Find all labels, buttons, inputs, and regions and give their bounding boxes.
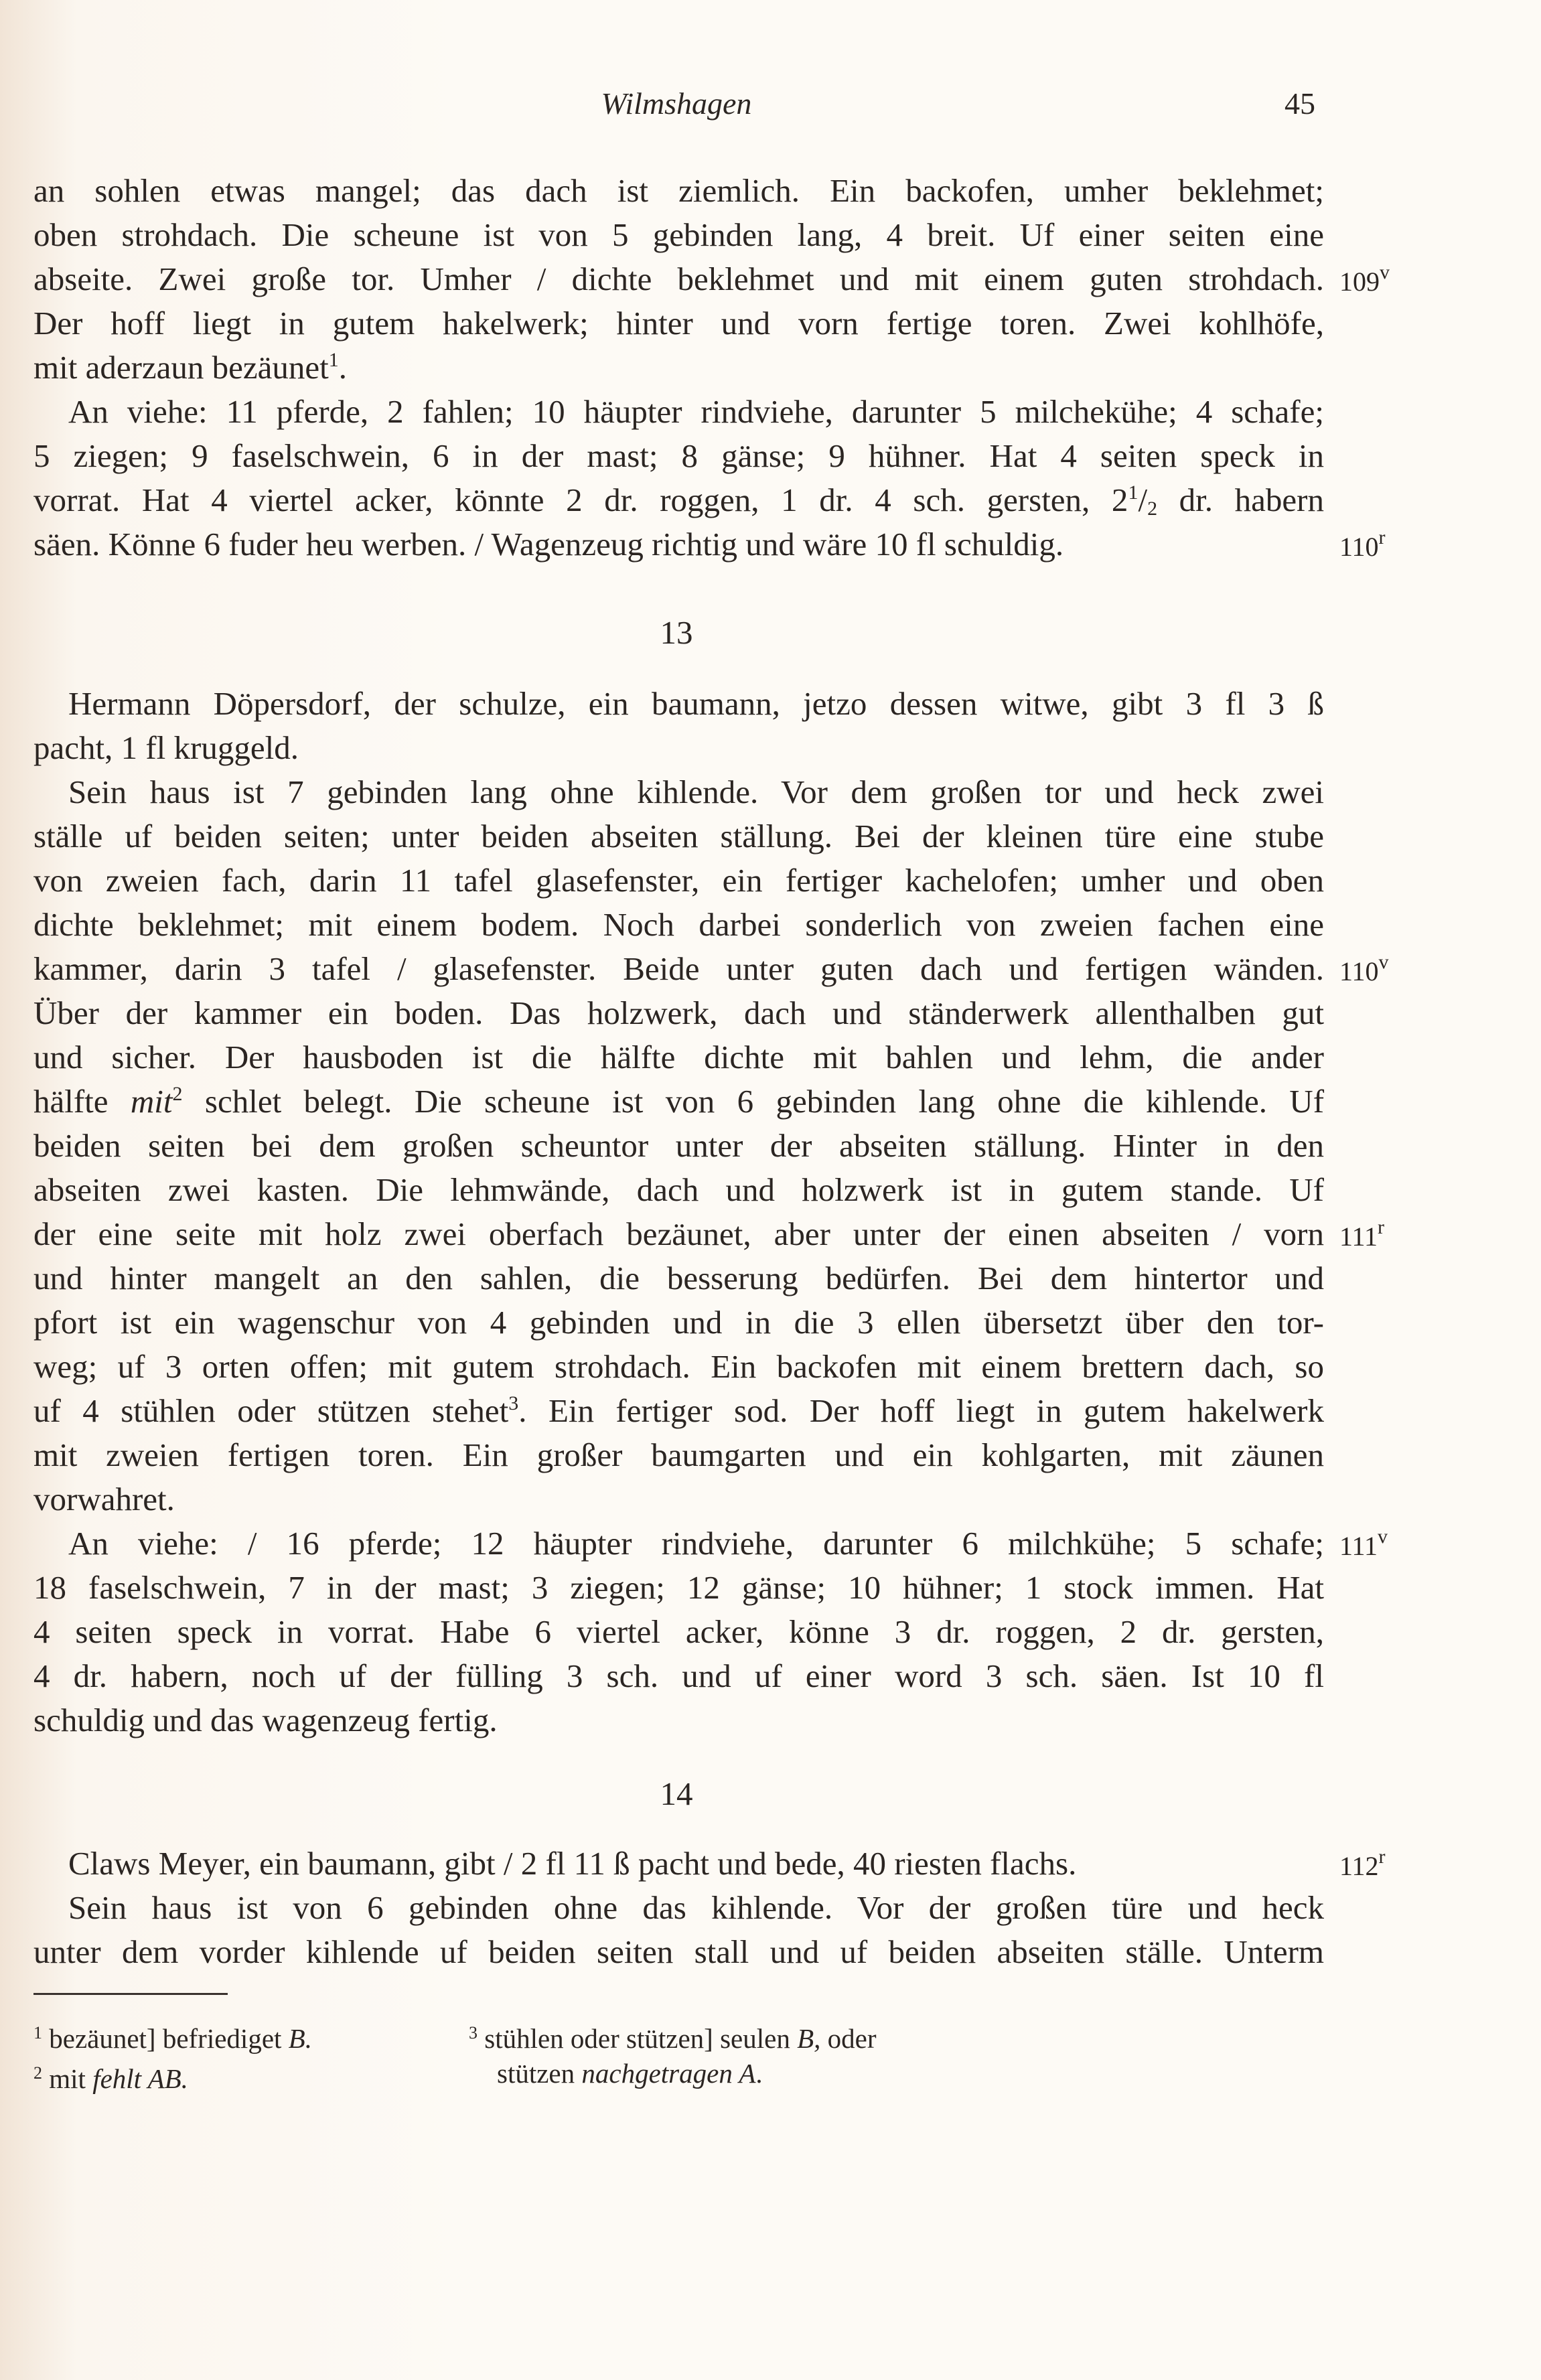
folio-margin-note: 111$^r$: [1339, 1216, 1385, 1252]
text-line: dichte beklehmet; mit einem bodem. Noch darbei sonderlich von zweien fachen eine: [33, 906, 1324, 943]
text-line: und hinter mangelt an den sahlen, die besserung bedürfen. Bei dem hintertor und: [33, 1260, 1324, 1296]
text-line: abseite. Zwei große tor. Umher / dichte beklehmet und mit einem guten strohdach.: [33, 261, 1324, 297]
folio-margin-note: 110$^v$: [1339, 951, 1389, 986]
text-line: der eine seite mit holz zwei oberfach bezäunet, aber unter der einen abseiten / vorn: [33, 1215, 1324, 1252]
footnote-ref: 1: [328, 349, 339, 371]
text-line: vorrat. Hat 4 viertel acker, könnte 2 dr. roggen, 1 dr. 4 sch. gersten, $2^1/_2$ dr. habern: [33, 481, 1324, 520]
text-line: beiden seiten bei dem großen scheuntor unter der abseiten ställung. Hinter in den: [33, 1127, 1324, 1164]
text-line: schuldig und das wagenzeug fertig.: [33, 1702, 498, 1738]
running-title: Wilmshagen: [601, 86, 752, 121]
text-line: Sein haus ist 7 gebinden lang ohne kihlende. Vor dem großen tor und heck zwei: [68, 773, 1324, 810]
footnote-rule: [33, 1993, 228, 1995]
text-line: An viehe: / 16 pferde; 12 häupter rindviehe, darunter 6 milchkühe; 5 schafe;: [68, 1525, 1324, 1562]
text-line: weg; uf 3 orten offen; mit gutem strohdach. Ein backofen mit einem brettern dach, so: [33, 1348, 1324, 1385]
text-line: 4 dr. habern, noch uf der fülling 3 sch. und uf einer word 3 sch. säen. Ist 10 fl: [33, 1657, 1324, 1694]
footnote-ref: 2: [172, 1083, 183, 1105]
text-line: pacht, 1 fl kruggeld.: [33, 729, 299, 766]
text-line: hälfte mit$^2$ schlet belegt. Die scheune ist von 6 gebinden lang ohne die kihlende. Uf: [33, 1083, 1325, 1120]
text-line: an sohlen etwas mangel; das dach ist ziemlich. Ein backofen, umher beklehmet;: [33, 172, 1324, 209]
text-line: Der hoff liegt in gutem hakelwerk; hinter und vorn fertige toren. Zwei kohlhöfe,: [33, 305, 1324, 342]
text-line: 4 seiten speck in vorrat. Habe 6 viertel acker, könne 3 dr. roggen, 2 dr. gersten,: [33, 1613, 1324, 1650]
text-line: kammer, darin 3 tafel / glasefenster. Beide unter guten dach und fertigen wänden.: [33, 950, 1324, 987]
text-line: pfort ist ein wagenschur von 4 gebinden und in die 3 ellen übersetzt über den tor-: [33, 1304, 1324, 1341]
text-line: 18 faselschwein, 7 in der mast; 3 ziegen; 12 gänse; 10 hühner; 1 stock immen. Hat: [33, 1569, 1324, 1606]
text-line: Hermann Döpersdorf, der schulze, ein baumann, jetzo dessen witwe, gibt 3 fl 3 ß: [68, 685, 1324, 722]
page-number: 45: [1285, 86, 1315, 121]
text-line: uf 4 stühlen oder stützen stehet$^3$. Ein fertiger sod. Der hoff liegt in gutem hakelwerk: [33, 1392, 1324, 1429]
text-line: An viehe: 11 pferde, 2 fahlen; 10 häupter rindviehe, darunter 5 milchekühe; 4 schafe;: [68, 393, 1324, 430]
text-line: mit aderzaun bezäunet$^1$.: [33, 349, 348, 386]
text-line: abseiten zwei kasten. Die lehmwände, dach und holzwerk ist in gutem stande. Uf: [33, 1171, 1324, 1208]
text-line: vorwahret.: [33, 1481, 175, 1517]
text-line: und sicher. Der hausboden ist die hälfte dichte mit bahlen und lehm, die ander: [33, 1039, 1324, 1075]
text-line: Sein haus ist von 6 gebinden ohne das kihlende. Vor der großen türe und heck: [68, 1889, 1324, 1926]
footnote: $^1$ bezäunet] befriediget B.: [33, 2023, 312, 2054]
folio-margin-note: 110$^r$: [1339, 526, 1386, 562]
footnote: $^3$ stühlen oder stützen] seulen B, oder: [469, 2023, 877, 2054]
text-line: von zweien fach, darin 11 tafel glasefenster, ein fertiger kachelofen; umher und oben: [33, 862, 1324, 899]
text-line: oben strohdach. Die scheune ist von 5 gebinden lang, 4 breit. Uf einer seiten eine: [33, 216, 1324, 253]
folio-margin-note: 109$^v$: [1339, 261, 1390, 297]
text-line: Claws Meyer, ein baumann, gibt / 2 fl 11 ß pacht und bede, 40 riesten flachs.: [68, 1845, 1077, 1882]
text-line: 5 ziegen; 9 faselschwein, 6 in der mast; 8 gänse; 9 hühner. Hat 4 seiten speck in: [33, 437, 1324, 474]
text-line: mit zweien fertigen toren. Ein großer baumgarten und ein kohlgarten, mit zäunen: [33, 1436, 1324, 1473]
footnote: $^2$ mit fehlt AB.: [33, 2063, 188, 2094]
text-line: säen. Könne 6 fuder heu werben. / Wagenzeug richtig und wäre 10 fl schuldig.: [33, 526, 1064, 563]
footnote-ref: 3: [508, 1392, 519, 1414]
folio-margin-note: 111$^v$: [1339, 1526, 1388, 1561]
section-number-14: 14: [660, 1775, 693, 1812]
folio-margin-note: 112$^r$: [1339, 1846, 1386, 1881]
footnote: stützen nachgetragen A.: [497, 2058, 763, 2089]
text-line: ställe uf beiden seiten; unter beiden abseiten ställung. Bei der kleinen türe eine stube: [33, 818, 1324, 854]
section-number-13: 13: [660, 614, 693, 651]
text-line: Über der kammer ein boden. Das holzwerk, dach und ständerwerk allenthalben gut: [33, 994, 1324, 1031]
text-line: unter dem vorder kihlende uf beiden seiten stall und uf beiden abseiten ställe. Unterm: [33, 1933, 1324, 1970]
